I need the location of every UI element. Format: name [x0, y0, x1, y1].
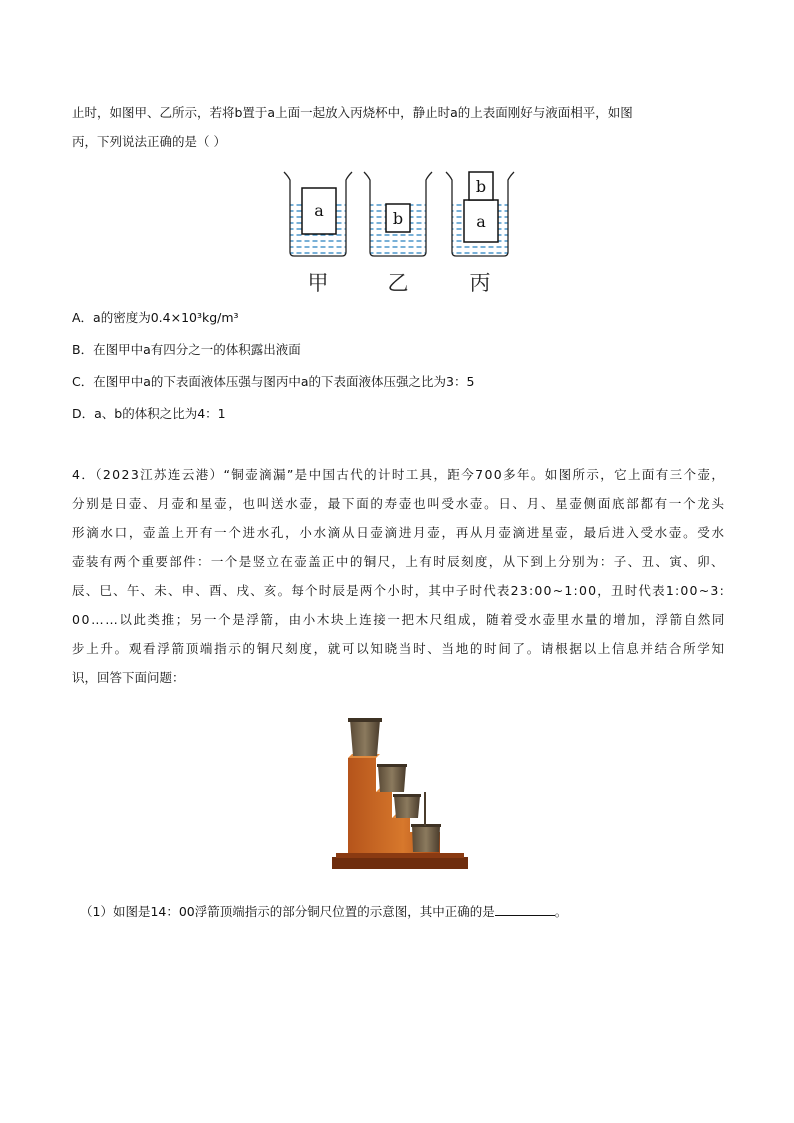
sun-vessel	[350, 720, 380, 756]
q4-sub1-text: （1）如图是14：00浮箭顶端指示的部分铜尺位置的示意图，其中正确的是	[80, 904, 495, 919]
block-a-label: a	[476, 212, 486, 231]
receiving-vessel	[412, 826, 440, 852]
beaker-jia	[284, 172, 352, 256]
beaker-yi	[364, 172, 432, 256]
q3-line-2: 丙，下列说法正确的是（ ）	[72, 134, 226, 149]
caption-yi: 乙	[387, 271, 409, 294]
caption-jia: 甲	[307, 271, 329, 294]
q4-line-2: 分别是日壶、月壶和星壶，也叫送水壶，最下面的寿壶也叫受水壶。日、月、星壶侧面底部都有一个龙头	[72, 496, 726, 511]
bronze-clepsydra-photo	[330, 714, 470, 874]
q4-line-7: 步上升。观看浮箭顶端指示的铜尺刻度，就可以知晓当时、当地的时间了。请根据以上信息并结合所学知	[72, 641, 726, 656]
moon-vessel	[378, 766, 406, 792]
option-a: A．a的密度为0.4×10³kg/m³	[72, 310, 239, 325]
block-b-label: b	[475, 177, 487, 196]
option-b: B．在图甲中a有四分之一的体积露出液面	[72, 342, 301, 357]
block-b-label: b	[392, 209, 404, 228]
q4-line-6: 00……以此类推；另一个是浮箭，由小木块上连接一把木尺组成，随着受水壶里水量的增加，浮箭自然同	[72, 612, 727, 627]
beakers-figure	[280, 166, 520, 294]
answer-blank[interactable]	[495, 902, 555, 916]
q4-line-1: 4．（2023江苏连云港）“铜壶滴漏”是中国古代的计时工具，距今700多年。如图所示，它上面有三个壶，	[72, 467, 726, 482]
q3-line-1: 止时，如图甲、乙所示，若将b置于a上面一起放入丙烧杯中，静止时a的上表面刚好与液面相平，如图	[72, 105, 633, 120]
option-c: C．在图甲中a的下表面液体压强与图丙中a的下表面液体压强之比为3：5	[72, 374, 475, 389]
q4-sub1	[80, 902, 567, 921]
star-vessel	[394, 796, 420, 818]
beaker-bing	[446, 172, 514, 256]
q4-line-5: 辰、巳、午、未、申、酉、戌、亥。每个时辰是两个小时，其中子时代表23:00~1:00，丑时代表1:00~3:	[72, 583, 725, 598]
q4-sub1-end: 。	[554, 904, 568, 919]
q4-line-8: 识，回答下面问题：	[72, 670, 185, 685]
q4-line-4: 壶装有两个重要部件：一个是竖立在壶盖正中的铜尺，上有时辰刻度，从下到上分别为：子、丑、寅、卯、	[72, 554, 725, 569]
block-a-label: a	[314, 201, 324, 220]
q4-line-3: 形滴水口，壶盖上开有一个进水孔，小水滴从日壶滴进月壶，再从月壶滴进星壶，最后进入受水壶。受水	[72, 525, 726, 540]
caption-bing: 丙	[469, 271, 491, 294]
option-d: D．a、b的体积之比为4：1	[72, 406, 226, 421]
